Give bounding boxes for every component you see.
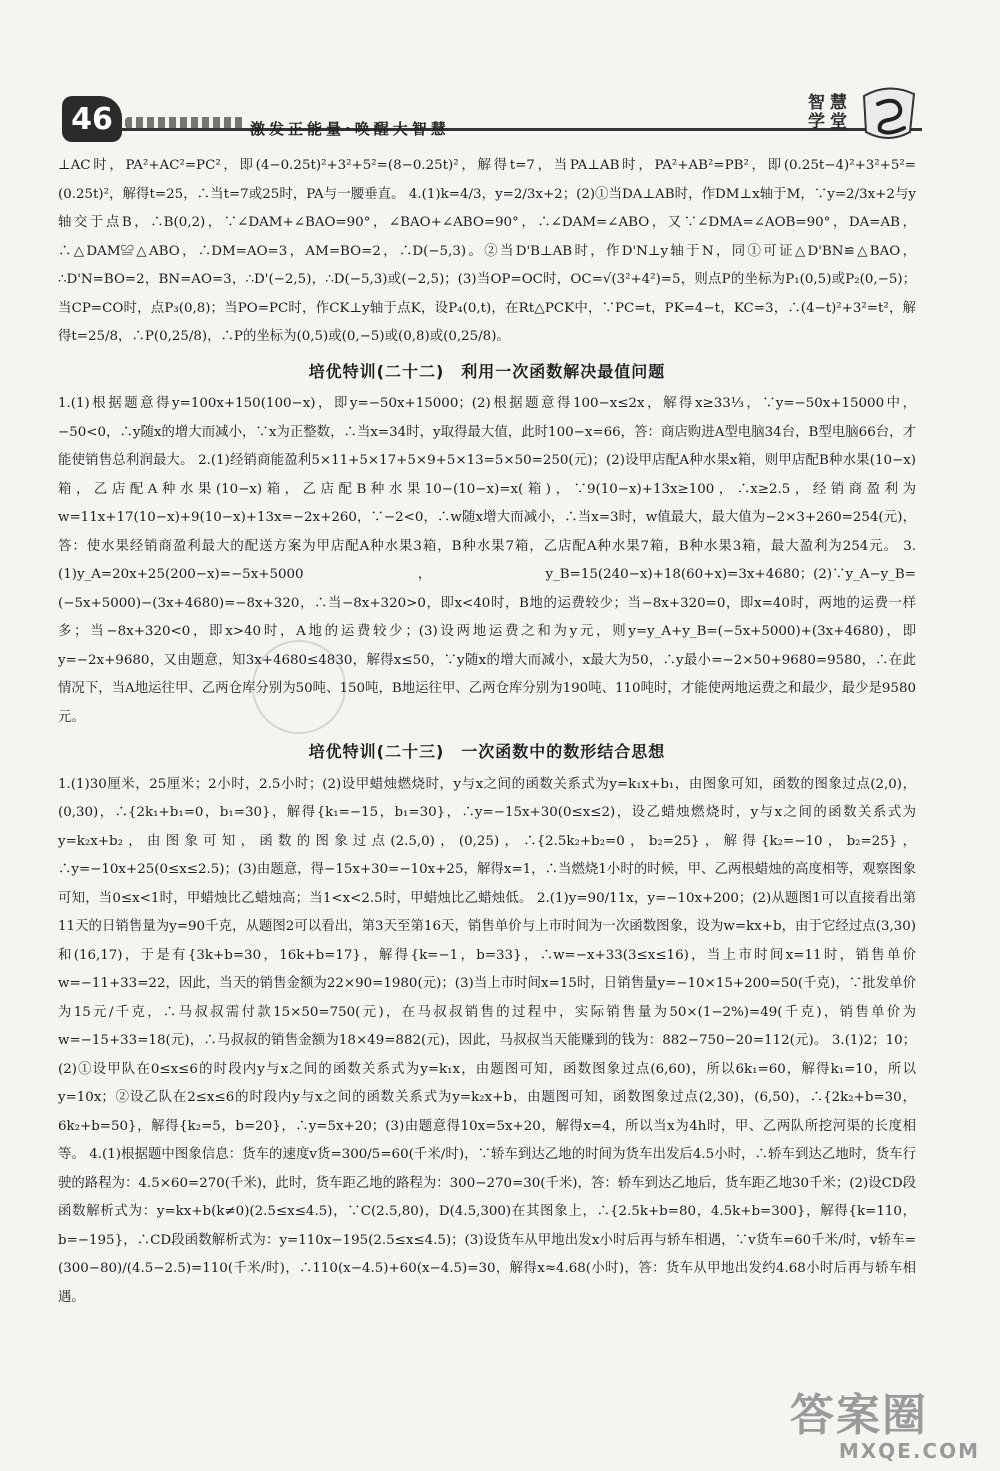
answer-paragraph: 1.(1)30厘米，25厘米；2小时，2.5小时；(2)设甲蜡烛燃烧时，y与x之间的函数关系式为y=k₁x+b₁，由图象可知，函数的图象过点(2,0)，(0,30)，∴{2k₁+b₁=0，b₁=30}，解得{k₁=−15，b₁=30}，∴y=−15x+30(0≤x≤2)，设乙蜡烛燃烧时，y与x之间的函数关系式为y=k₂x+b₂，由图象可知，函数的图象过点(2.5,0)，(0,25)，∴{2.5k₂+b₂=0，b₂=25}，解得{k₂=−10，b₂=25}，∴y=−10x+25(0≤x≤2.5)；(3)由题意，得−15x+30=−10x+25，解得x=1，∴当燃烧1小时的时候，甲、乙两根蜡烛的高度相等，观察图象可知，当0≤x<1时，甲蜡烛比乙蜡烛高；当1<x<2.5时，甲蜡烛比乙蜡烛低。 2.(1)y=90/11x，y=−10x+200；(2)从题图1可以直接看出第11天的日销售量为y=90千克，从题图2可以看出，第3天至第16天，销售单价与上市时间为一次函数图象，设为w=kx+b，由于它经过点(3,30)和(16,17)，于是有{3k+b=30，16k+b=17}，解得{k=−1，b=33}，∴w=−x+33(3≤x≤16)，当上市时间x=11时，销售单价w=−11+33=22，因此，当天的销售金额为22×90=1980(元)；(3)当上市时间x=15时，日销售量y=−10×15+200=50(千克)，∵批发单价为15元/千克，∴马叔叔需付款15×50=750(元)，在马叔叔销售的过程中，实际销售量为50×(1−2%)=49(千克)，销售单价为w=−15+33=18(元)，∴马叔叔的销售金额为18×49=882(元)，因此，马叔叔当天能赚到的钱为：882−750−20=112(元)。 3.(1)2；10；(2)①设甲队在0≤x≤6的时段内y与x之间的函数关系式为y=k₁x，由题图可知，函数图象过点(6,60)，所以6k₁=60，解得k₁=10，所以y=10x；②设乙队在2≤x≤6的时段内y与x之间的函数关系式为y=k₂x+b，由题图可知，函数图象过点(2,30)，(6,50)，∴{2k₂+b=30，6k₂+b=50}，解得{k₂=5，b=20}，∴y=5x+20；(3)由题意得10x=5x+20，解得x=4，所以当x为4h时，甲、乙两队所挖河渠的长度相等。 4.(1)根据题中图象信息：货车的速度v货=300/5=60(千米/时)，∵轿车到达乙地的时间为货车出发后4.5小时，∴轿车到达乙地时，货车行驶的路程为：4.5×60=270(千米)，此时，货车距乙地的路程为：300−270=30(千米)，答：轿车到达乙地后，货车距乙地30千米；(2)设CD段函数解析式为：y=kx+b(k≠0)(2.5≤x≤4.5)，∵C(2.5,80)，D(4.5,300)在其图象上，∴{2.5k+b=80，4.5k+b=300}，解得{k=110，b=−195}，∴CD段函数解析式为：y=110x−195(2.5≤x≤4.5)；(3)设货车从甲地出发x小时后再与轿车相遇，∵v货车=60千米/时，v轿车=(300−80)/(4.5−2.5)=110(千米/时)，∴110(x−4.5)+60(x−4.5)=30，解得x≈4.68(小时)，答：货车从甲地出发约4.68小时后再与轿车相遇。 [58, 776, 916, 1305]
brand-char: 智 [808, 93, 825, 113]
brand-name [808, 94, 852, 132]
page-number: 46 [62, 96, 122, 142]
brand-char: 慧 [830, 93, 847, 113]
watermark-en: MXQE.COM [838, 1439, 980, 1463]
answer-paragraph: 1.(1)根据题意得y=100x+150(100−x)，即y=−50x+15000；(2)根据题意得100−x≤2x，解得x≥33⅓，∵y=−50x+15000中，−50<0，∴y随x的增大而减小，∵x为正整数，∴当x=34时，y取得最大值，此时100−x=66，答：商店购进A型电脑34台，B型电脑66台，才能使销售总利润最大。 2.(1)经销商能盈利5×11+5×17+5×9+5×13=5×50=250(元)；(2)设甲店配A种水果x箱，则甲店配B种水果(10−x)箱，乙店配A种水果(10−x)箱，乙店配B种水果10−(10−x)=x(箱)，∵9(10−x)+13x≥100，∴x≥2.5，经销商盈利为w=11x+17(10−x)+9(10−x)+13x=−2x+260，∵−2<0，∴w随x增大而减小，∴当x=3时，w值最大，最大值为−2×3+260=254(元)，答：使水果经销商盈利最大的配送方案为甲店配A种水果3箱，B种水果7箱，乙店配A种水果7箱，B种水果3箱，最大盈利为254元。 3.(1)y_A=20x+25(200−x)=−5x+5000，y_B=15(240−x)+18(60+x)=3x+4680；(2)∵y_A−y_B=(−5x+5000)−(3x+4680)=−8x+320，∴当−8x+320>0，即x<40时，B地的运费较少；当−8x+320=0，即x=40时，两地的运费一样多；当−8x+320<0，即x>40时，A地的运费较少；(3)设两地运费之和为y元，则y=y_A+y_B=(−5x+5000)+(3x+4680)，即y=−2x+9680，又由题意，知3x+4680≤4830，解得x≤50，∵y随x的增大而减小，x最大为50，∴y最小=−2×50+9680=9580，∴在此情况下，当A地运往甲、乙两仓库分别为50吨、150吨，B地运往甲、乙两仓库分别为190吨、110吨时，才能使两地运费之和最少，最少是9580元。 [58, 396, 916, 725]
page-header [0, 0, 1000, 160]
section-title: 培优特训(二十二) 利用一次函数解决最值问题 [308, 361, 666, 381]
brand-char: 学 [808, 112, 825, 132]
header-rule [122, 128, 922, 131]
brand-logo-icon [858, 86, 920, 142]
answer-content [58, 152, 916, 1312]
section-title: 培优特训(二十三) 一次函数中的数形结合思想 [308, 742, 666, 761]
answer-paragraph: ⊥AC时，PA²+AC²=PC²，即(4−0.25t)²+3²+5²=(8−0.25t)²，解得t=7，当PA⊥AB时，PA²+AB²=PB²，即(0.25t−4)²+3²+5²=(0.25t)²，解得t=25，∴当t=7或25时，PA与一腰垂直。 4.(1)k=4/3，y=2/3x+2；(2)①当DA⊥AB时，作DM⊥x轴于M，∵y=2/3x+2与y轴交于点B，∴B(0,2)，∵∠DAM+∠BAO=90°，∠BAO+∠ABO=90°，∴∠DAM=∠ABO，又∵∠DMA=∠AOB=90°，DA=AB，∴△DAM≌△ABO，∴DM=AO=3，AM=BO=2，∴D(−5,3)。②当D'B⊥AB时，作D'N⊥y轴于N，同①可证△D'BN≌△BAO，∴D'N=BO=2，BN=AO=3，∴D'(−2,5)，∴D(−5,3)或(−2,5)；(3)当OP=OC时，OC=√(3²+4²)=5，则点P的坐标为P₁(0,5)或P₂(0,−5)；当CP=CO时，点P₃(0,8)；当PO=PC时，作CK⊥y轴于点K，设P₄(0,t)，在Rt△PCK中，∵PC=t，PK=4−t，KC=3，∴(4−t)²+3²=t²，解得t=25/8，∴P(0,25/8)，∴P的坐标为(0,5)或(0,−5)或(0,8)或(0,25/8)。 [58, 158, 916, 344]
header-slogan: 激发正能量·唤醒大智慧 [250, 120, 450, 138]
watermark-cn: 答案圈 [790, 1390, 928, 1441]
brand-char: 堂 [830, 112, 847, 132]
watermark [790, 1390, 980, 1463]
